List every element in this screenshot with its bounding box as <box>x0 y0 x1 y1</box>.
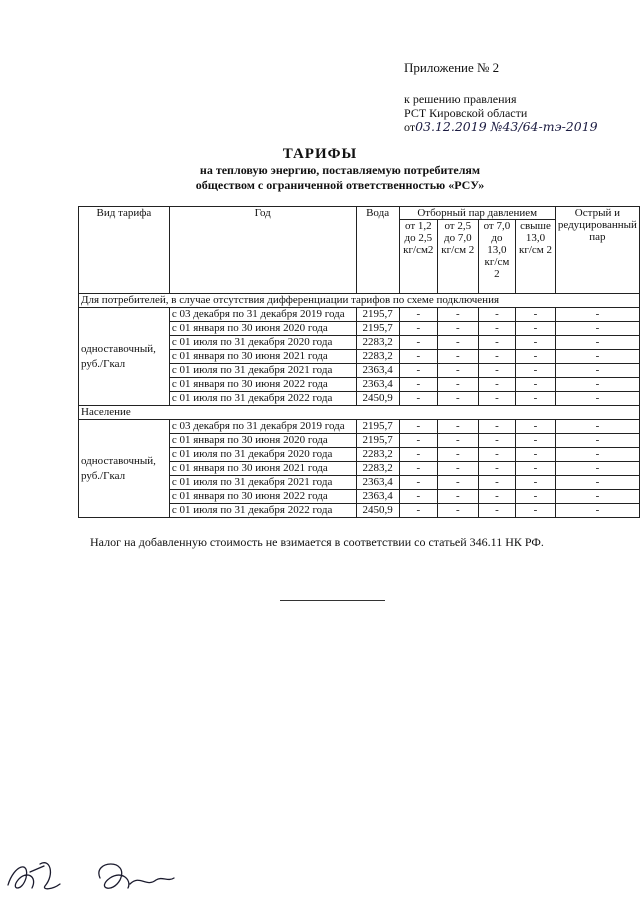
steam-3-value: - <box>478 364 516 378</box>
col-header-steam-3: от 7,0 до 13,0 кг/см 2 <box>478 220 516 294</box>
water-value: 2363,4 <box>356 364 399 378</box>
steam-4-value: - <box>516 336 556 350</box>
tariff-body <box>79 294 640 518</box>
steam-1-value: - <box>399 504 437 518</box>
steam-4-value: - <box>516 322 556 336</box>
steam-3-value: - <box>478 392 516 406</box>
sharp-steam-value: - <box>555 420 639 434</box>
period-cell: с 03 декабря по 31 декабря 2019 года <box>169 308 356 322</box>
col-header-steam-1: от 1,2 до 2,5 кг/см2 <box>399 220 437 294</box>
sharp-steam-value: - <box>555 364 639 378</box>
steam-1-value: - <box>399 308 437 322</box>
steam-4-value: - <box>516 462 556 476</box>
steam-1-value: - <box>399 350 437 364</box>
period-cell: с 01 июля по 31 декабря 2020 года <box>169 336 356 350</box>
steam-2-value: - <box>437 350 478 364</box>
water-value: 2363,4 <box>356 476 399 490</box>
period-cell: с 01 января по 30 июня 2020 года <box>169 322 356 336</box>
steam-1-value: - <box>399 420 437 434</box>
sharp-steam-value: - <box>555 434 639 448</box>
steam-1-value: - <box>399 434 437 448</box>
water-value: 2283,2 <box>356 350 399 364</box>
steam-4-value: - <box>516 448 556 462</box>
steam-2-value: - <box>437 476 478 490</box>
signature-name <box>99 864 174 888</box>
decision-number-handwritten: 03.12.2019 №43/64-тэ-2019 <box>415 119 598 134</box>
sharp-steam-value: - <box>555 476 639 490</box>
steam-4-value: - <box>516 392 556 406</box>
subtitle-line-1: на тепловую энергию, поставляемую потребителям <box>199 163 481 177</box>
steam-3-value: - <box>478 308 516 322</box>
steam-2-value: - <box>437 364 478 378</box>
steam-1-value: - <box>399 392 437 406</box>
steam-3-value: - <box>478 476 516 490</box>
decision-line-1: к решению правления <box>404 92 517 106</box>
steam-4-value: - <box>516 420 556 434</box>
steam-4-value: - <box>516 490 556 504</box>
steam-3-value: - <box>478 448 516 462</box>
period-cell: с 01 июля по 31 декабря 2022 года <box>169 392 356 406</box>
tariff-table <box>78 206 640 518</box>
steam-3-value: - <box>478 336 516 350</box>
water-value: 2450,9 <box>356 504 399 518</box>
steam-2-value: - <box>437 322 478 336</box>
steam-3-value: - <box>478 420 516 434</box>
col-header-steam: Отборный пар давлением <box>399 207 555 220</box>
water-value: 2195,7 <box>356 420 399 434</box>
signatures <box>0 850 200 900</box>
decision-line-3 <box>404 120 598 134</box>
decision-prefix: от <box>404 120 416 134</box>
steam-2-value: - <box>437 434 478 448</box>
document-subtitle <box>0 163 640 193</box>
period-cell: с 03 декабря по 31 декабря 2019 года <box>169 420 356 434</box>
steam-1-value: - <box>399 448 437 462</box>
steam-2-value: - <box>437 462 478 476</box>
water-value: 2363,4 <box>356 378 399 392</box>
period-cell: с 01 июля по 31 декабря 2020 года <box>169 448 356 462</box>
water-value: 2283,2 <box>356 462 399 476</box>
steam-1-value: - <box>399 336 437 350</box>
steam-4-value: - <box>516 364 556 378</box>
col-header-sharp-steam: Острый и редуцированный пар <box>555 207 639 294</box>
sharp-steam-value: - <box>555 378 639 392</box>
separator-line <box>280 600 385 601</box>
steam-2-value: - <box>437 420 478 434</box>
sharp-steam-value: - <box>555 350 639 364</box>
signature-initials <box>8 863 60 889</box>
steam-1-value: - <box>399 364 437 378</box>
steam-2-value: - <box>437 448 478 462</box>
steam-1-value: - <box>399 462 437 476</box>
water-value: 2195,7 <box>356 434 399 448</box>
steam-3-value: - <box>478 504 516 518</box>
steam-3-value: - <box>478 434 516 448</box>
sharp-steam-value: - <box>555 322 639 336</box>
subtitle-line-2: обществом с ограниченной ответственностью «РСУ» <box>195 178 485 192</box>
col-header-type: Вид тарифа <box>79 207 170 294</box>
section-title: Для потребителей, в случае отсутствия дифференциации тарифов по схеме подключения <box>79 294 640 308</box>
steam-4-value: - <box>516 434 556 448</box>
decision-line-2: РСТ Кировской области <box>404 106 528 120</box>
water-value: 2195,7 <box>356 322 399 336</box>
period-cell: с 01 июля по 31 декабря 2022 года <box>169 504 356 518</box>
water-value: 2450,9 <box>356 392 399 406</box>
col-header-water: Вода <box>356 207 399 294</box>
steam-3-value: - <box>478 322 516 336</box>
period-cell: с 01 января по 30 июня 2021 года <box>169 350 356 364</box>
period-cell: с 01 июля по 31 декабря 2021 года <box>169 364 356 378</box>
period-cell: с 01 января по 30 июня 2022 года <box>169 378 356 392</box>
water-value: 2283,2 <box>356 336 399 350</box>
steam-4-value: - <box>516 378 556 392</box>
section-row <box>79 406 640 420</box>
water-value: 2195,7 <box>356 308 399 322</box>
col-header-year: Год <box>169 207 356 294</box>
steam-2-value: - <box>437 308 478 322</box>
steam-4-value: - <box>516 476 556 490</box>
sharp-steam-value: - <box>555 490 639 504</box>
water-value: 2363,4 <box>356 490 399 504</box>
section-row <box>79 294 640 308</box>
water-value: 2283,2 <box>356 448 399 462</box>
steam-2-value: - <box>437 336 478 350</box>
tariff-type-cell: одноставочный, руб./Гкал <box>79 420 170 518</box>
header-row-1 <box>79 207 640 220</box>
period-cell: с 01 января по 30 июня 2021 года <box>169 462 356 476</box>
col-header-steam-2: от 2,5 до 7,0 кг/см 2 <box>437 220 478 294</box>
period-cell: с 01 января по 30 июня 2022 года <box>169 490 356 504</box>
steam-4-value: - <box>516 350 556 364</box>
steam-3-value: - <box>478 490 516 504</box>
steam-4-value: - <box>516 504 556 518</box>
steam-1-value: - <box>399 322 437 336</box>
table-row <box>79 420 640 434</box>
steam-2-value: - <box>437 504 478 518</box>
tariff-type-cell: одноставочный, руб./Гкал <box>79 308 170 406</box>
steam-2-value: - <box>437 392 478 406</box>
steam-2-value: - <box>437 378 478 392</box>
sharp-steam-value: - <box>555 462 639 476</box>
steam-3-value: - <box>478 350 516 364</box>
table-row <box>79 308 640 322</box>
steam-3-value: - <box>478 462 516 476</box>
sharp-steam-value: - <box>555 336 639 350</box>
appendix-label: Приложение № 2 <box>404 60 500 75</box>
period-cell: с 01 июля по 31 декабря 2021 года <box>169 476 356 490</box>
period-cell: с 01 января по 30 июня 2020 года <box>169 434 356 448</box>
steam-1-value: - <box>399 476 437 490</box>
sharp-steam-value: - <box>555 308 639 322</box>
document-title: ТАРИФЫ <box>282 146 358 162</box>
steam-1-value: - <box>399 490 437 504</box>
steam-2-value: - <box>437 490 478 504</box>
section-title: Население <box>79 406 640 420</box>
sharp-steam-value: - <box>555 392 639 406</box>
col-header-steam-4: свыше 13,0 кг/см 2 <box>516 220 556 294</box>
steam-4-value: - <box>516 308 556 322</box>
sharp-steam-value: - <box>555 448 639 462</box>
decision-reference <box>404 92 598 134</box>
steam-3-value: - <box>478 378 516 392</box>
sharp-steam-value: - <box>555 504 639 518</box>
vat-note: Налог на добавленную стоимость не взимается в соответствии со статьей 346.11 НК РФ. <box>90 535 544 549</box>
steam-1-value: - <box>399 378 437 392</box>
